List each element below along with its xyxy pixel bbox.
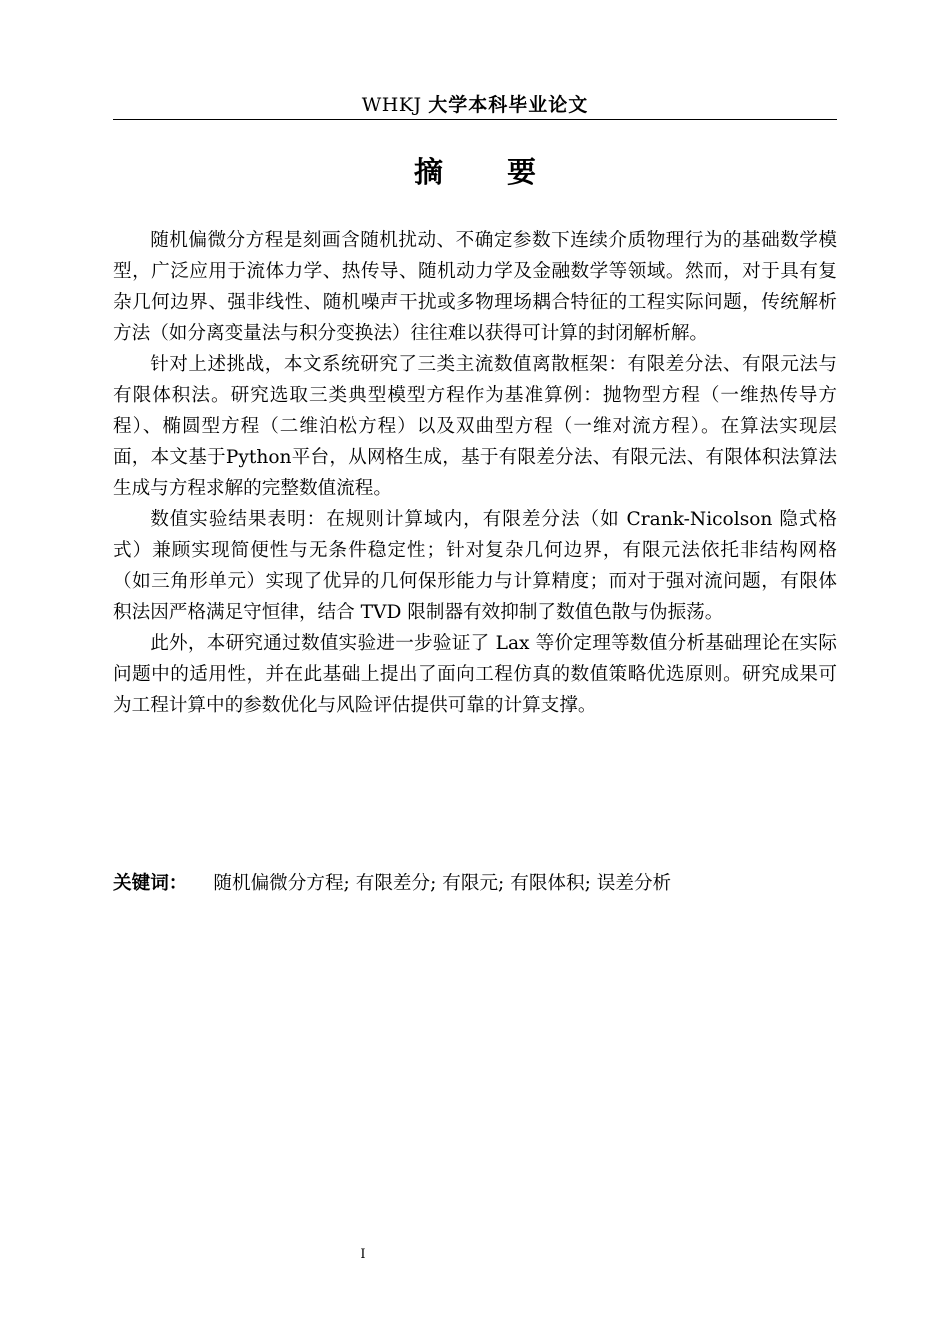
keywords-text: 随机偏微分方程; 有限差分; 有限元; 有限体积; 误差分析 <box>213 873 672 894</box>
header-rule <box>113 119 837 120</box>
abstract-paragraph-2: 针对上述挑战，本文系统研究了三类主流数值离散框架：有限差分法、有限元法与有限体积法。研究选取三类典型模型方程作为基准算例：抛物型方程（一维热传导方程）、椭圆型方程（二维泊松方程）以及双曲型方程（一维对流方程）。在算法实现层面，本文基于Python平台，从网格生成，基于有限差分法、有限元法、有限体积法算法生成与方程求解的完整数值流程。 <box>113 354 837 499</box>
abstract-body <box>113 225 837 721</box>
header-title: 大学本科毕业论文 <box>428 94 589 116</box>
keywords-line <box>113 868 837 899</box>
keywords-label: 关键词： <box>113 873 188 894</box>
abstract-paragraph-3: 数值实验结果表明：在规则计算域内，有限差分法（如 Crank-Nicolson 隐式格式）兼顾实现简便性与无条件稳定性；针对复杂几何边界，有限元法依托非结构网格（如三角形单元）实现了优异的几何保形能力与计算精度；而对于强对流问题，有限体积法因严格满足守恒律，结合 TVD 限制器有效抑制了数值色散与伪振荡。 <box>113 509 837 623</box>
page-header <box>113 92 837 120</box>
page-number: I <box>360 1247 366 1262</box>
abstract-paragraph-4: 此外，本研究通过数值实验进一步验证了 Lax 等价定理等数值分析基础理论在实际问题中的适用性，并在此基础上提出了面向工程仿真的数值策略优选原则。研究成果可为工程计算中的参数优化与风险评估提供可靠的计算支撑。 <box>113 633 837 716</box>
abstract-title: 摘要 <box>413 155 600 189</box>
abstract-paragraph-1: 随机偏微分方程是刻画含随机扰动、不确定参数下连续介质物理行为的基础数学模型，广泛应用于流体力学、热传导、随机动力学及金融数学等领域。然而，对于具有复杂几何边界、强非线性、随机噪声干扰或多物理场耦合特征的工程实际问题，传统解析方法（如分离变量法与积分变换法）往往难以获得可计算的封闭解析解。 <box>113 230 837 344</box>
header-prefix: WHKJ <box>361 94 422 116</box>
